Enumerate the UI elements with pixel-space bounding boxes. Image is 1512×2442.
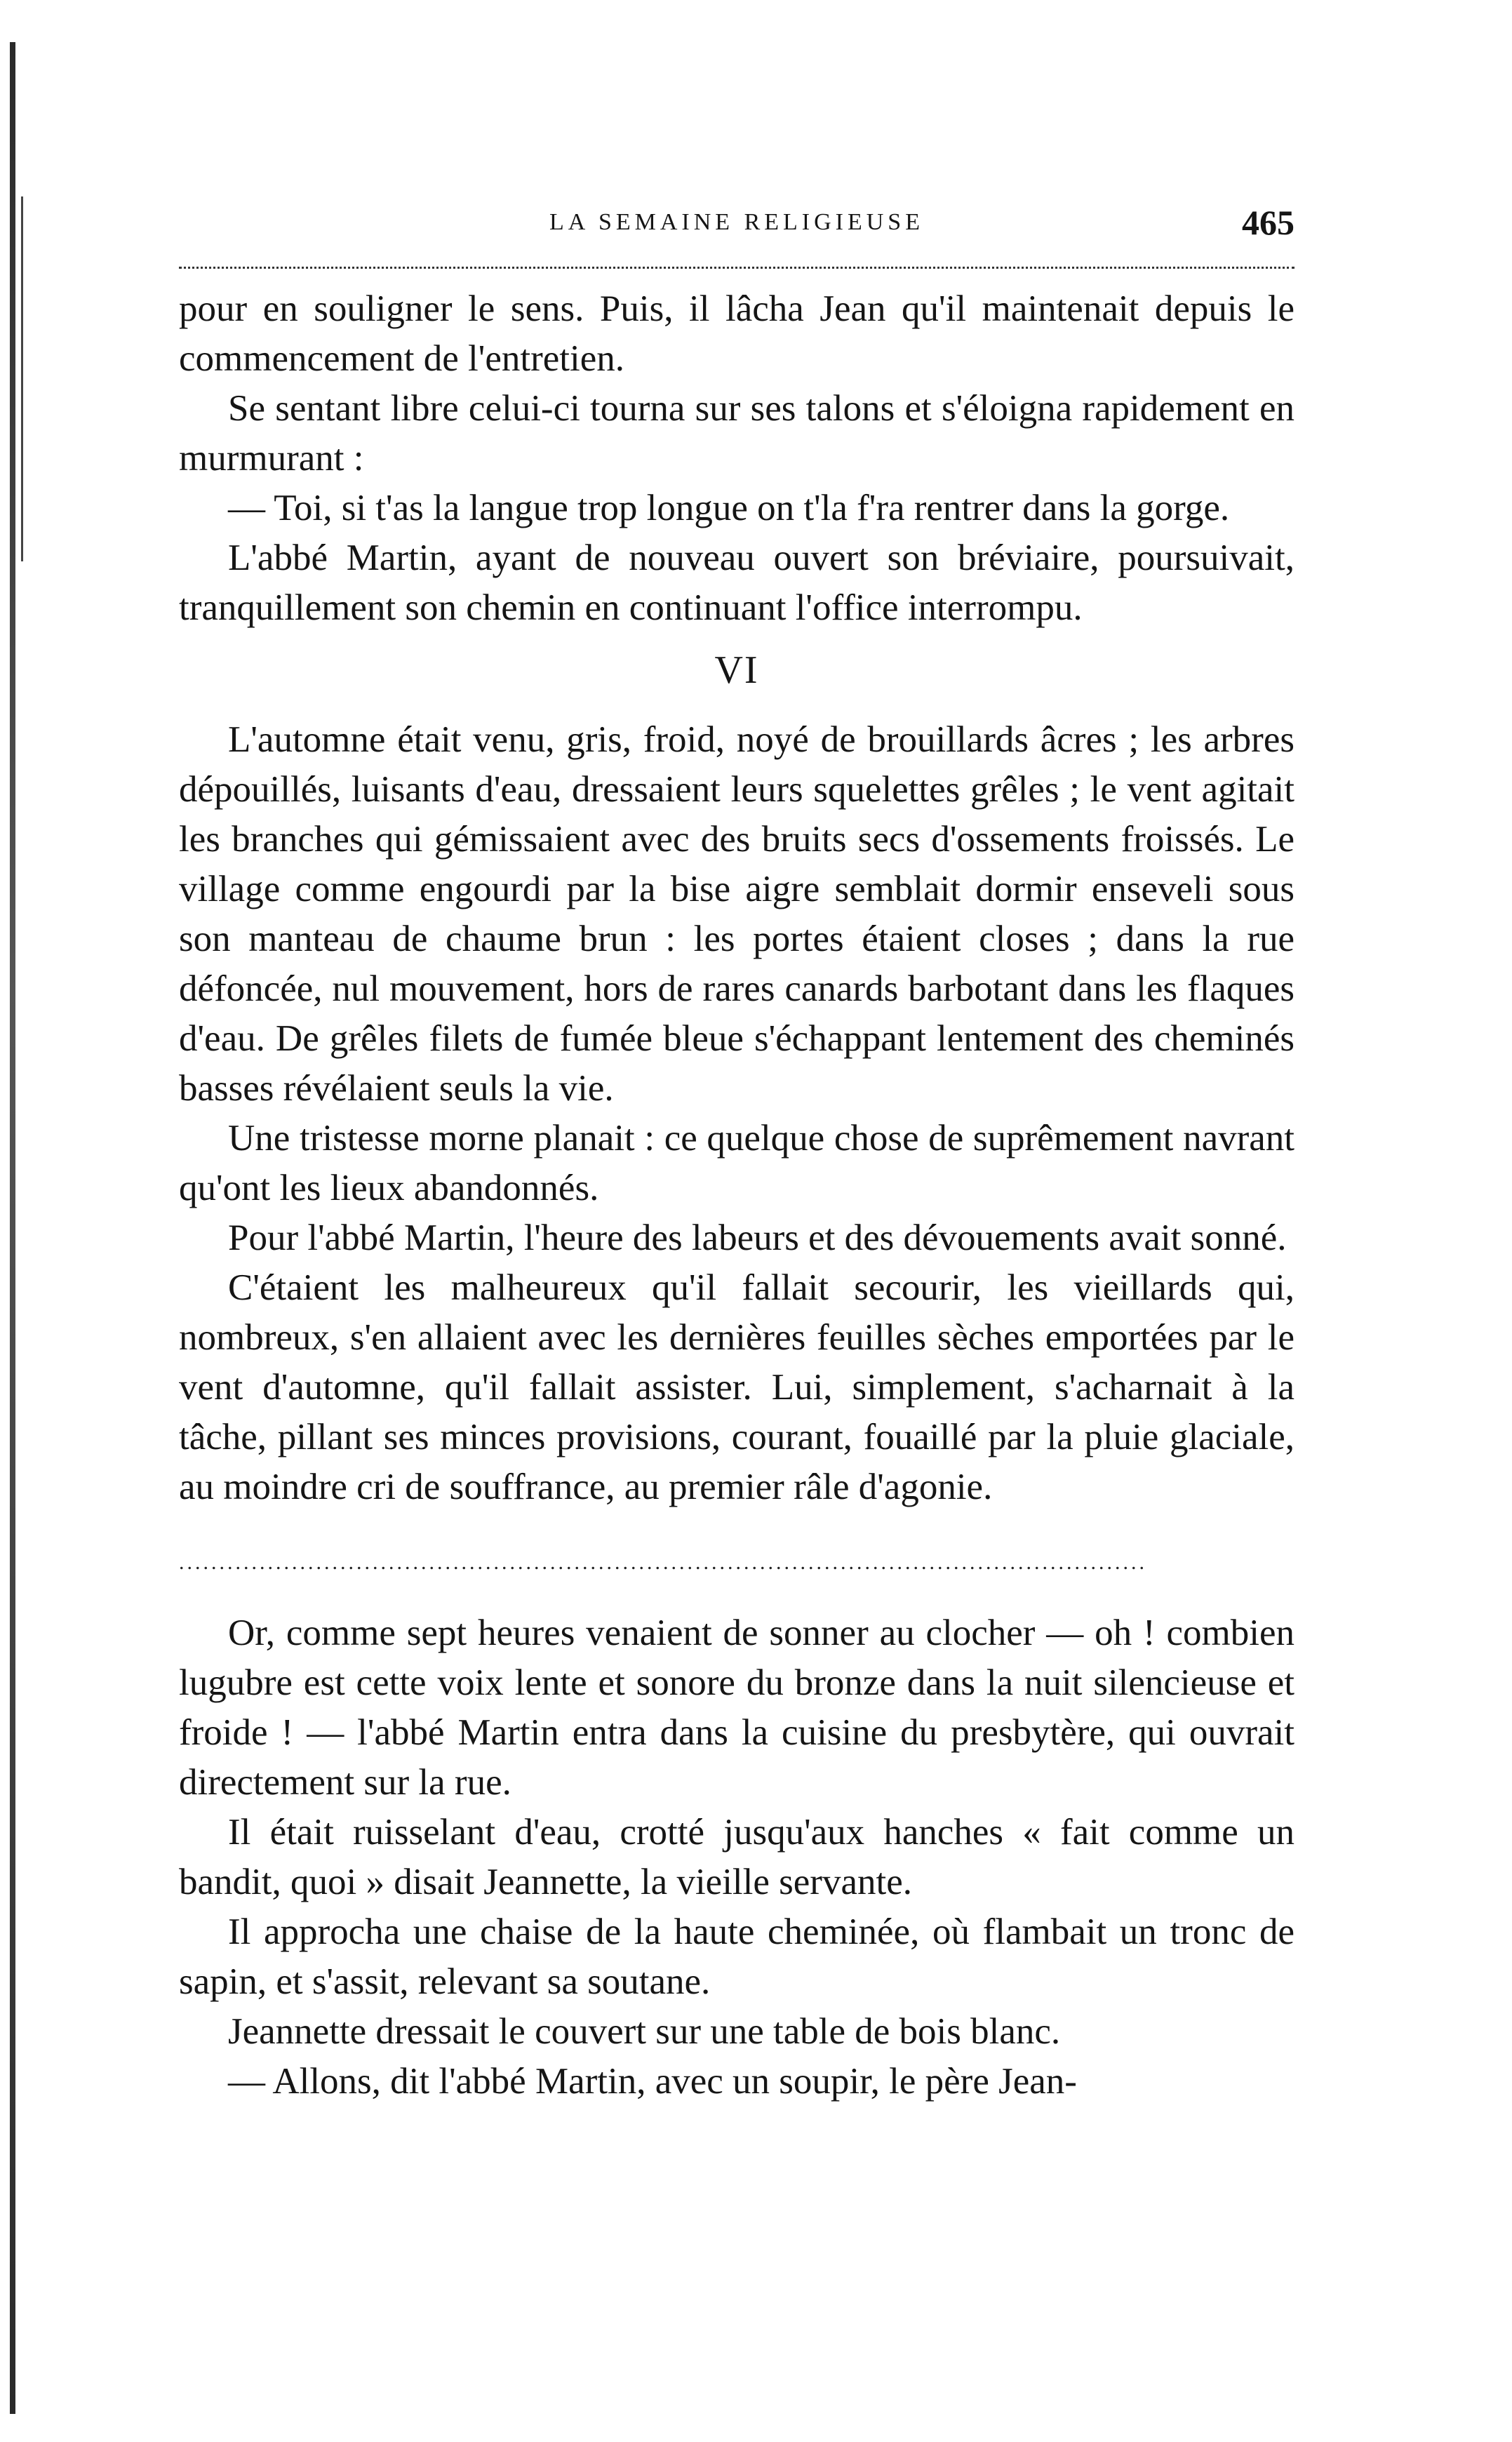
paragraph: — Allons, dit l'abbé Martin, avec un soupir, le père Jean- [228,2061,1077,2102]
paragraph: — Toi, si t'as la langue trop longue on t'la f'ra rentrer dans la gorge. [228,488,1230,528]
paragraph: Or, comme sept heures venaient de sonner au clocher — oh ! combien lugubre est cette voix lente et sonore du bronze dans la nuit silencieuse et froide ! — l'abbé Martin entra dans la cuisine du presbytère, qui ouvrait directement sur la rue. [179,1613,1294,1803]
ellipsis-separator: ........................................................................................................................ [179,1551,1147,1574]
running-header [179,196,1294,260]
paragraph: Une tristesse morne planait : ce quelque chose de suprêmement navrant qu'ont les lieux abandonnés. [179,1118,1294,1208]
scan-binding-edge [10,42,15,2414]
paragraph: Jeannette dressait le couvert sur une table de bois blanc. [228,2011,1061,2052]
paragraph: pour en souligner le sens. Puis, il lâcha Jean qu'il maintenait depuis le commencement de l'entretien. [179,288,1294,379]
body-text [179,284,1294,2107]
running-title: LA SEMAINE RELIGIEUSE [549,209,924,235]
paragraph: Pour l'abbé Martin, l'heure des labeurs et des dévouements avait sonné. [228,1217,1287,1258]
paragraph: Il approcha une chaise de la haute cheminée, où flambait un tronc de sapin, et s'assit, relevant sa soutane. [179,1911,1294,2002]
paragraph: L'automne était venu, gris, froid, noyé de brouillards âcres ; les arbres dépouillés, luisants d'eau, dressaient leurs squelettes grêles ; le vent agitait les branches qui gémissaient avec des bruits secs d'ossements froissés. Le village comme engourdi par la bise aigre semblait dormir enseveli sous son manteau de chaume brun : les portes étaient closes ; dans la rue défoncée, nul mouvement, hors de rares canards barbotant dans les flaques d'eau. De grêles filets de fumée bleue s'échappant lentement des cheminés basses révélaient seuls la vie. [179,719,1294,1109]
header-rule [179,267,1294,269]
section-heading: VI [714,648,759,692]
paragraph: L'abbé Martin, ayant de nouveau ouvert son bréviaire, poursuivait, tranquillement son chemin en continuant l'office interrompu. [179,538,1294,628]
scan-binding-mark [21,196,23,561]
paragraph: Se sentant libre celui-ci tourna sur ses talons et s'éloigna rapidement en murmurant : [179,388,1294,479]
paragraph: C'étaient les malheureux qu'il fallait secourir, les vieillards qui, nombreux, s'en allaient avec les dernières feuilles sèches emportées par le vent d'automne, qu'il fallait assister. Lui, simplement, s'acharnait à la tâche, pillant ses minces provisions, courant, fouaillé par la pluie glaciale, au moindre cri de souffrance, au premier râle d'agonie. [179,1267,1294,1507]
page-number: 465 [1242,203,1294,242]
paragraph: Il était ruisselant d'eau, crotté jusqu'aux hanches « fait comme un bandit, quoi » disait Jeannette, la vieille servante. [179,1812,1294,1902]
book-page [179,154,1294,2107]
